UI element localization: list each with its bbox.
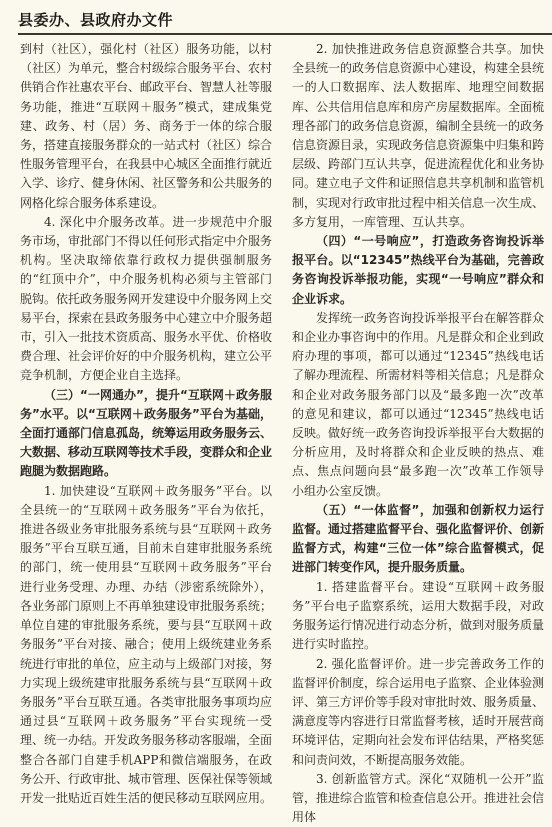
paragraph: 2. 强化监督评价。进一步完善政务工作的监督评价制度，综合运用电子监察、企业体验测评、第三方评价等手段对审批时效、服务质量、满意度等内容进行日常监督考核，适时开展营商环境评估，定期向社会发布评估结果，严格奖惩和问责问效，不断提高服务效能。: [292, 656, 545, 767]
document-header: [0, 0, 552, 34]
paragraph: 1. 搭建监督平台。建设“互联网＋政务服务”平台电子监察系统，运用大数据手段，对政务服务运行情况进行动态分析，做到对服务质量进行实时监控。: [292, 579, 545, 652]
paragraph: 到村（社区），强化村（社区）服务功能，以村（社区）为单元，整合村级综合服务平台、农村供销合作社惠农平台、邮政平台、智慧人社等服务功能，推进“互联网＋服务”模式，建成集党建、政务、村（居）务、商务于一体的综合服务，搭建直接服务群众的一站式村（社区）综合性服务管理平台，在我县中心城区全面推行就近入学、诊疗、健身休闲、社区警务和公共服务的网格化综合服务体系建设。: [20, 42, 273, 210]
left-column: [20, 40, 272, 808]
paragraph: 2. 加快推进政务信息资源整合共享。加快全县统一的政务信息资源中心建设，构建全县统一的人口数据库、法人数据库、地理空间数据库、公共信用信息库和房产房屋数据库。全面梳理各部门的政务信息资源，编制全县统一的政务信息资源目录，实现政务信息资源集中归集和跨层级、跨部门互认共享，促进流程优化和业务协同。建立电子文件和证照信息共享机制和监管机制，实现对行政审批过程中相关信息一次生成、多方复用，一库管理、互认共享。: [292, 42, 545, 229]
header-rule: [18, 33, 552, 35]
right-column: [292, 40, 544, 827]
paragraph: 4. 深化中介服务改革。进一步规范中介服务市场，审批部门不得以任何形式指定中介服务机构。坚决取缔依靠行政权力提供强制服务的“红顶中介”，中介服务机构必须与主管部门脱钩。依托政务服务网开发建设中介服务网上交易平台，探索在县政务服务中心建立中介服务超市，引入一批技术资质高、服务水平优、价格收费合理、社会评价好的中介服务机构，建立公平竞争机制，方便企业自主选择。: [20, 214, 273, 383]
paragraph: 发挥统一政务咨询投诉举报平台在解答群众和企业办事咨询中的作用。凡是群众和企业到政府办理的事项，都可以通过“12345”热线电话了解办理流程、所需材料等相关信息；凡是群众和企业对政务服务部门以及“最多跑一次”改革的意见和建议，都可以通过“12345”热线电话反映。做好统一政务咨询投诉举报平台大数据的分析应用，及时将群众和企业反映的热点、难点、焦点问题向县“最多跑一次”改革工作领导小组办公室反馈。: [292, 310, 545, 498]
paragraph: 3. 创新监管方式。深化“双随机一公开”监管，推进综合监管和检查信息公开。推进社会信用体: [292, 771, 545, 825]
section-heading: （四）“一号响应”，打造政务咨询投诉举报平台。以“12345”热线平台为基础，完善政务咨询投诉举报功能，实现“一号响应”群众和企业诉求。: [292, 234, 544, 306]
section-heading: （五）“一体监督”，加强和创新权力运行监督。通过搭建监督平台、强化监督评价、创新监督方式，构建“三位一体”综合监督模式，促进部门转变作风，提升服务质量。: [292, 502, 545, 575]
section-heading: （三）“一网通办”，提升“互联网＋政务服务”水平。以“互联网＋政务服务”平台为基础，全面打通部门信息孤岛，统筹运用政务服务云、大数据、移动互联网等技术手段，变群众和企业跑腿为数据跑路。: [20, 387, 273, 479]
header-title: 县委办、县政府办文件: [18, 11, 174, 29]
paragraph: 1. 加快建设“互联网＋政务服务”平台。以全县统一的“互联网＋政务服务”平台为依托，推进各级业务审批服务系统与县“互联网＋政务服务”平台互联互通，目前未自建审批服务系统的部门，统一使用县“互联网＋政务服务”平台进行业务受理、办理、办结（涉密系统除外），各业务部门原则上不再单独建设审批服务系统；单位自建的审批服务系统，要与县“互联网＋政务服务”平台对接、融合；使用上级统建业务系统进行审批的单位，应主动与上级部门对接，努力实现上级统建审批服务系统与县“互联网＋政务服务”平台互联互通。各类审批服务事项均应通过县“互联网＋政务服务”平台实现统一受理、统一办结。开发政务服务移动客服端，全面整合各部门自建手机APP和微信端服务，在政务公开、行政审批、城市管理、医保社保等领域开发一批贴近百姓生活的便民移动互联网应用。: [20, 483, 273, 805]
